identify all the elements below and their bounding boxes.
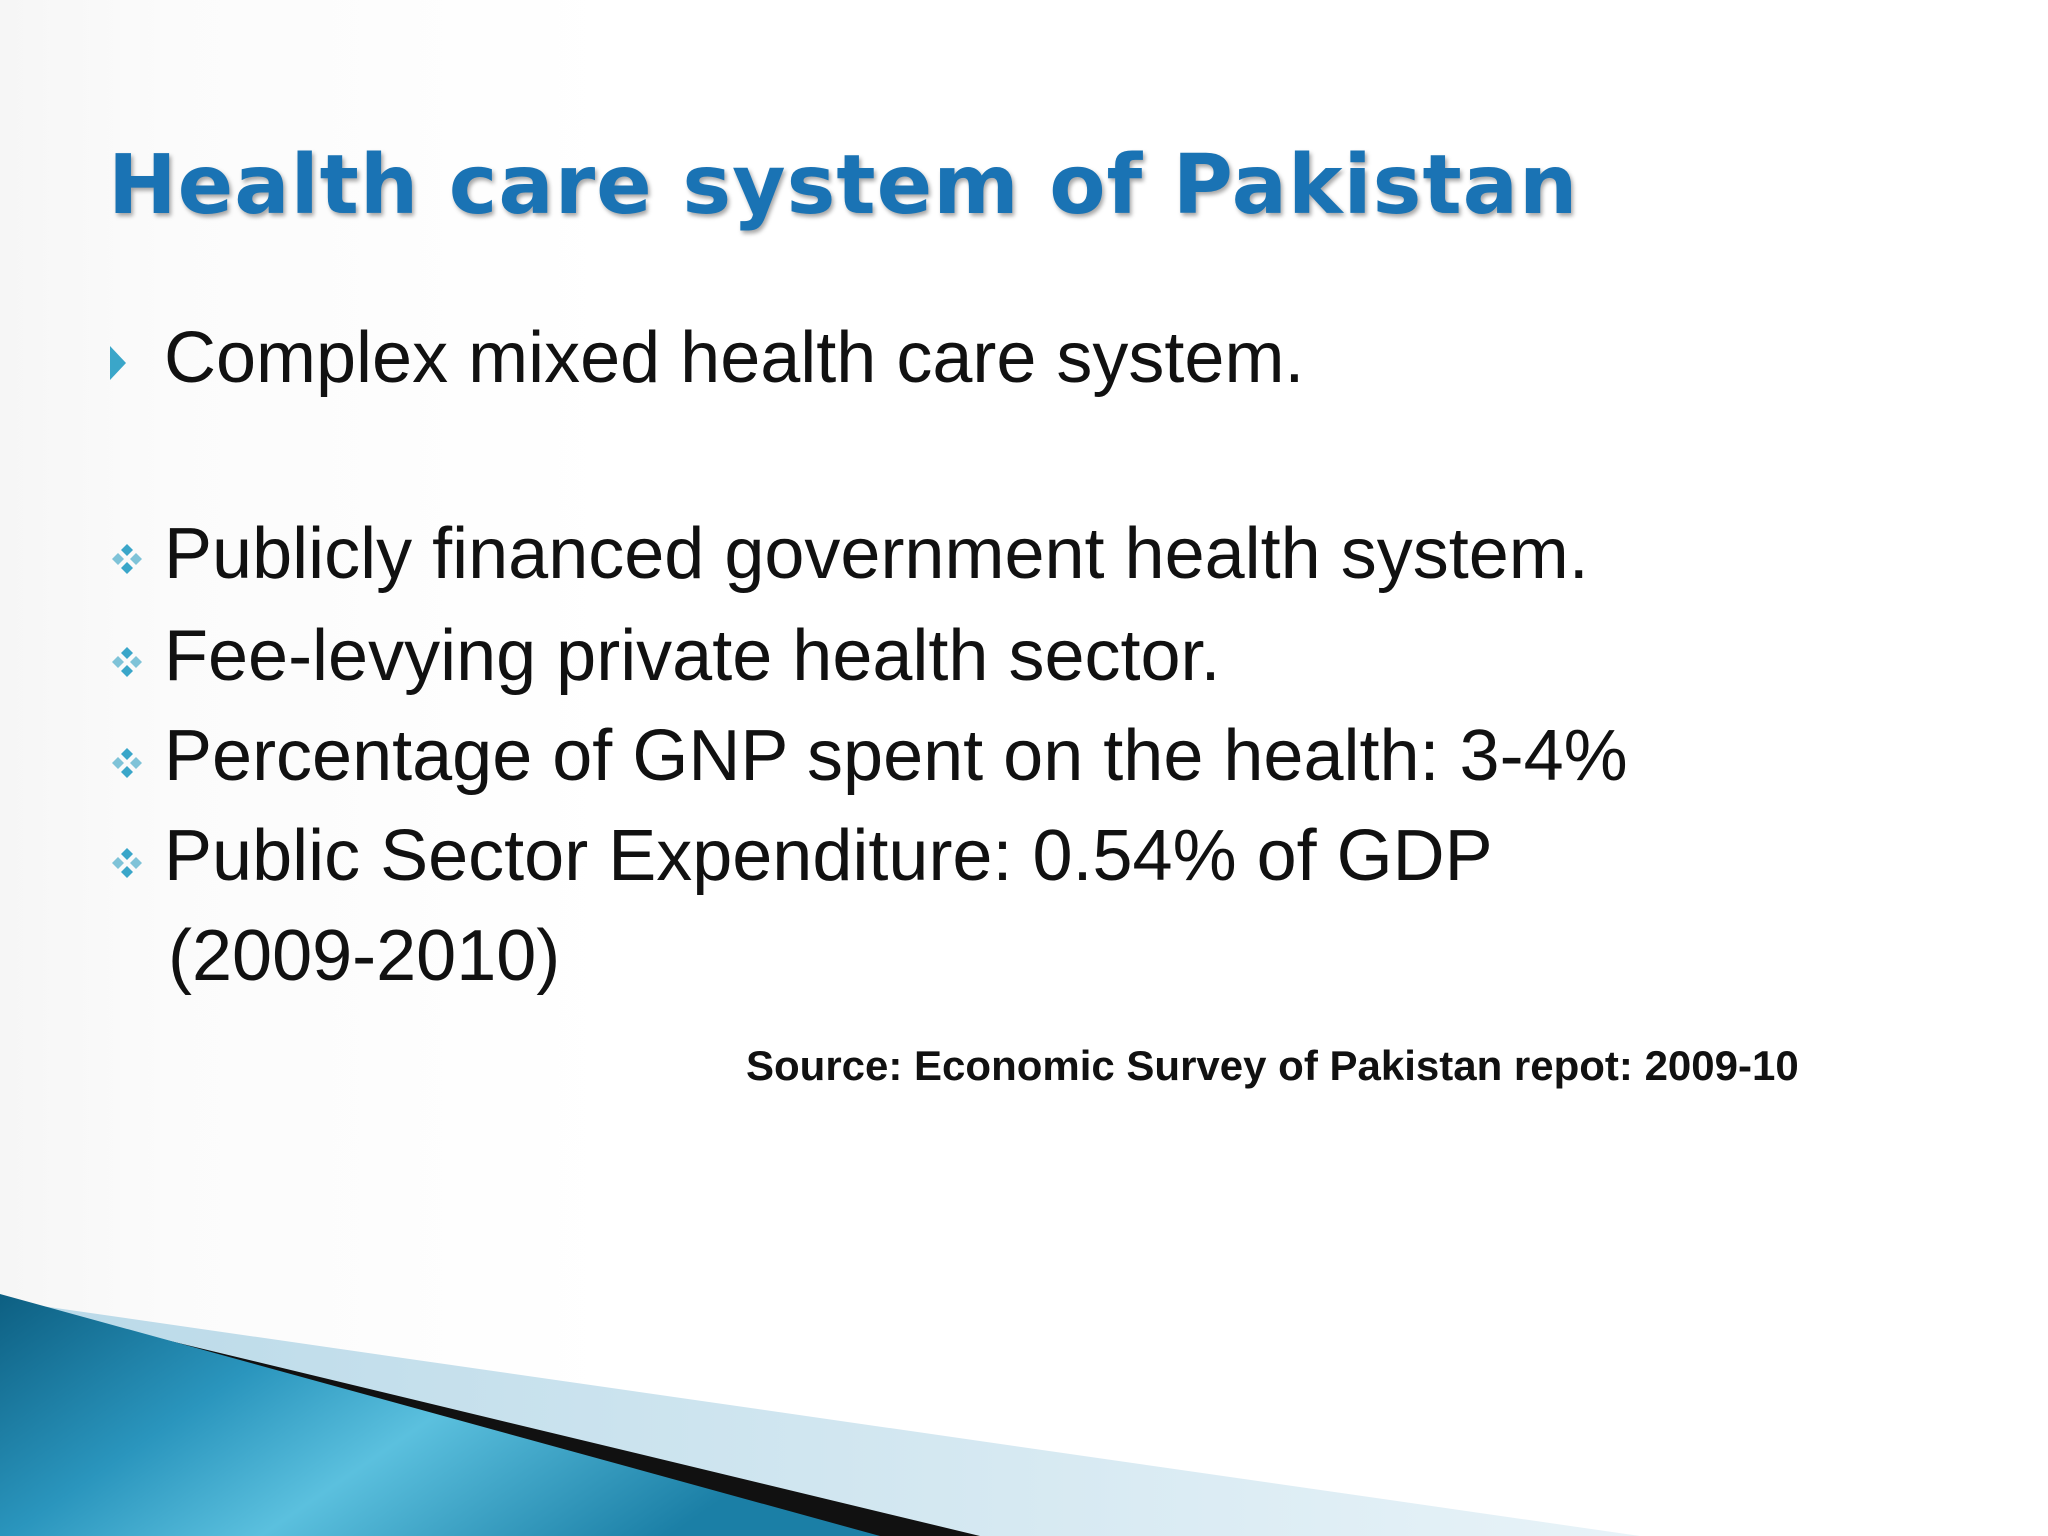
slide-title: Health care system of Pakistan [108,138,1579,233]
bullet-item: Fee-levying private health sector. [164,616,1221,696]
bullet-item: Percentage of GNP spent on the health: 3-4% [164,716,1628,796]
bullet-item: Public Sector Expenditure: 0.54% of GDP [164,816,1493,896]
bullet-continuation: (2009-2010) [168,916,561,996]
bullet-item: Publicly financed government health system. [164,514,1589,594]
source-note: Source: Economic Survey of Pakistan repot: 2009-10 [746,1042,1799,1089]
intro-text: Complex mixed health care system. [164,318,1305,398]
